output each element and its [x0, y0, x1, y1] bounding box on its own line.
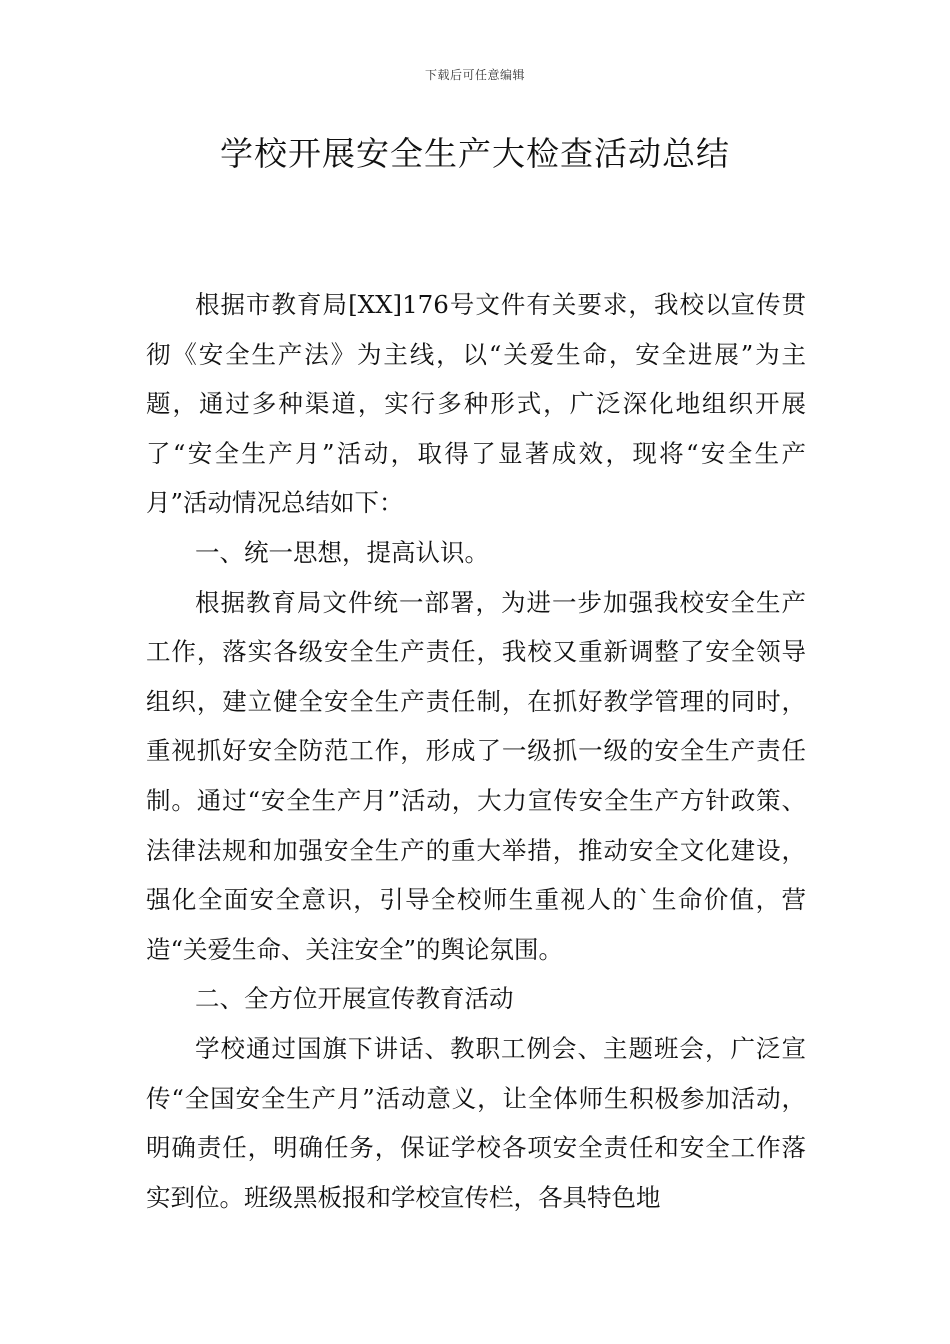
document-title: 学校开展安全生产大检查活动总结: [220, 134, 730, 173]
paragraph-intro: 根据市教育局[XX]176号文件有关要求，我校以宣传贯彻《安全生产法》为主线，以“关爱生命，安全进展”为主题，通过多种渠道，实行多种形式，广泛深化地组织开展了“安全生产月”活动，取得了显著成效，现将“安全生产月”活动情况总结如下：: [146, 290, 806, 518]
section-heading-1: 一、统一思想，提高认识。: [195, 537, 489, 567]
paragraph-section-1: 根据教育局文件统一部署，为进一步加强我校安全生产工作，落实各级安全生产责任，我校又重新调整了安全领导组织，建立健全安全生产责任制，在抓好教学管理的同时，重视抓好安全防范工作，形成了一级抓一级的安全生产责任制。通过“安全生产月”活动，大力宣传安全生产方针政策、法律法规和加强安全生产的重大举措，推动安全文化建设，强化全面安全意识，引导全校师生重视人的`生命价值，营造“关爱生命、关注安全”的舆论氛围。: [146, 587, 806, 964]
header-note: 下载后可任意编辑: [424, 68, 525, 82]
paragraph-section-2: 学校通过国旗下讲话、教职工例会、主题班会，广泛宣传“全国安全生产月”活动意义，让全体师生积极参加活动，明确责任，明确任务，保证学校各项安全责任和安全工作落实到位。班级黑板报和学校宣传栏，各具特色地: [146, 1033, 806, 1212]
section-heading-2: 二、全方位开展宣传教育活动: [195, 984, 514, 1014]
document-body: [146, 280, 806, 1222]
